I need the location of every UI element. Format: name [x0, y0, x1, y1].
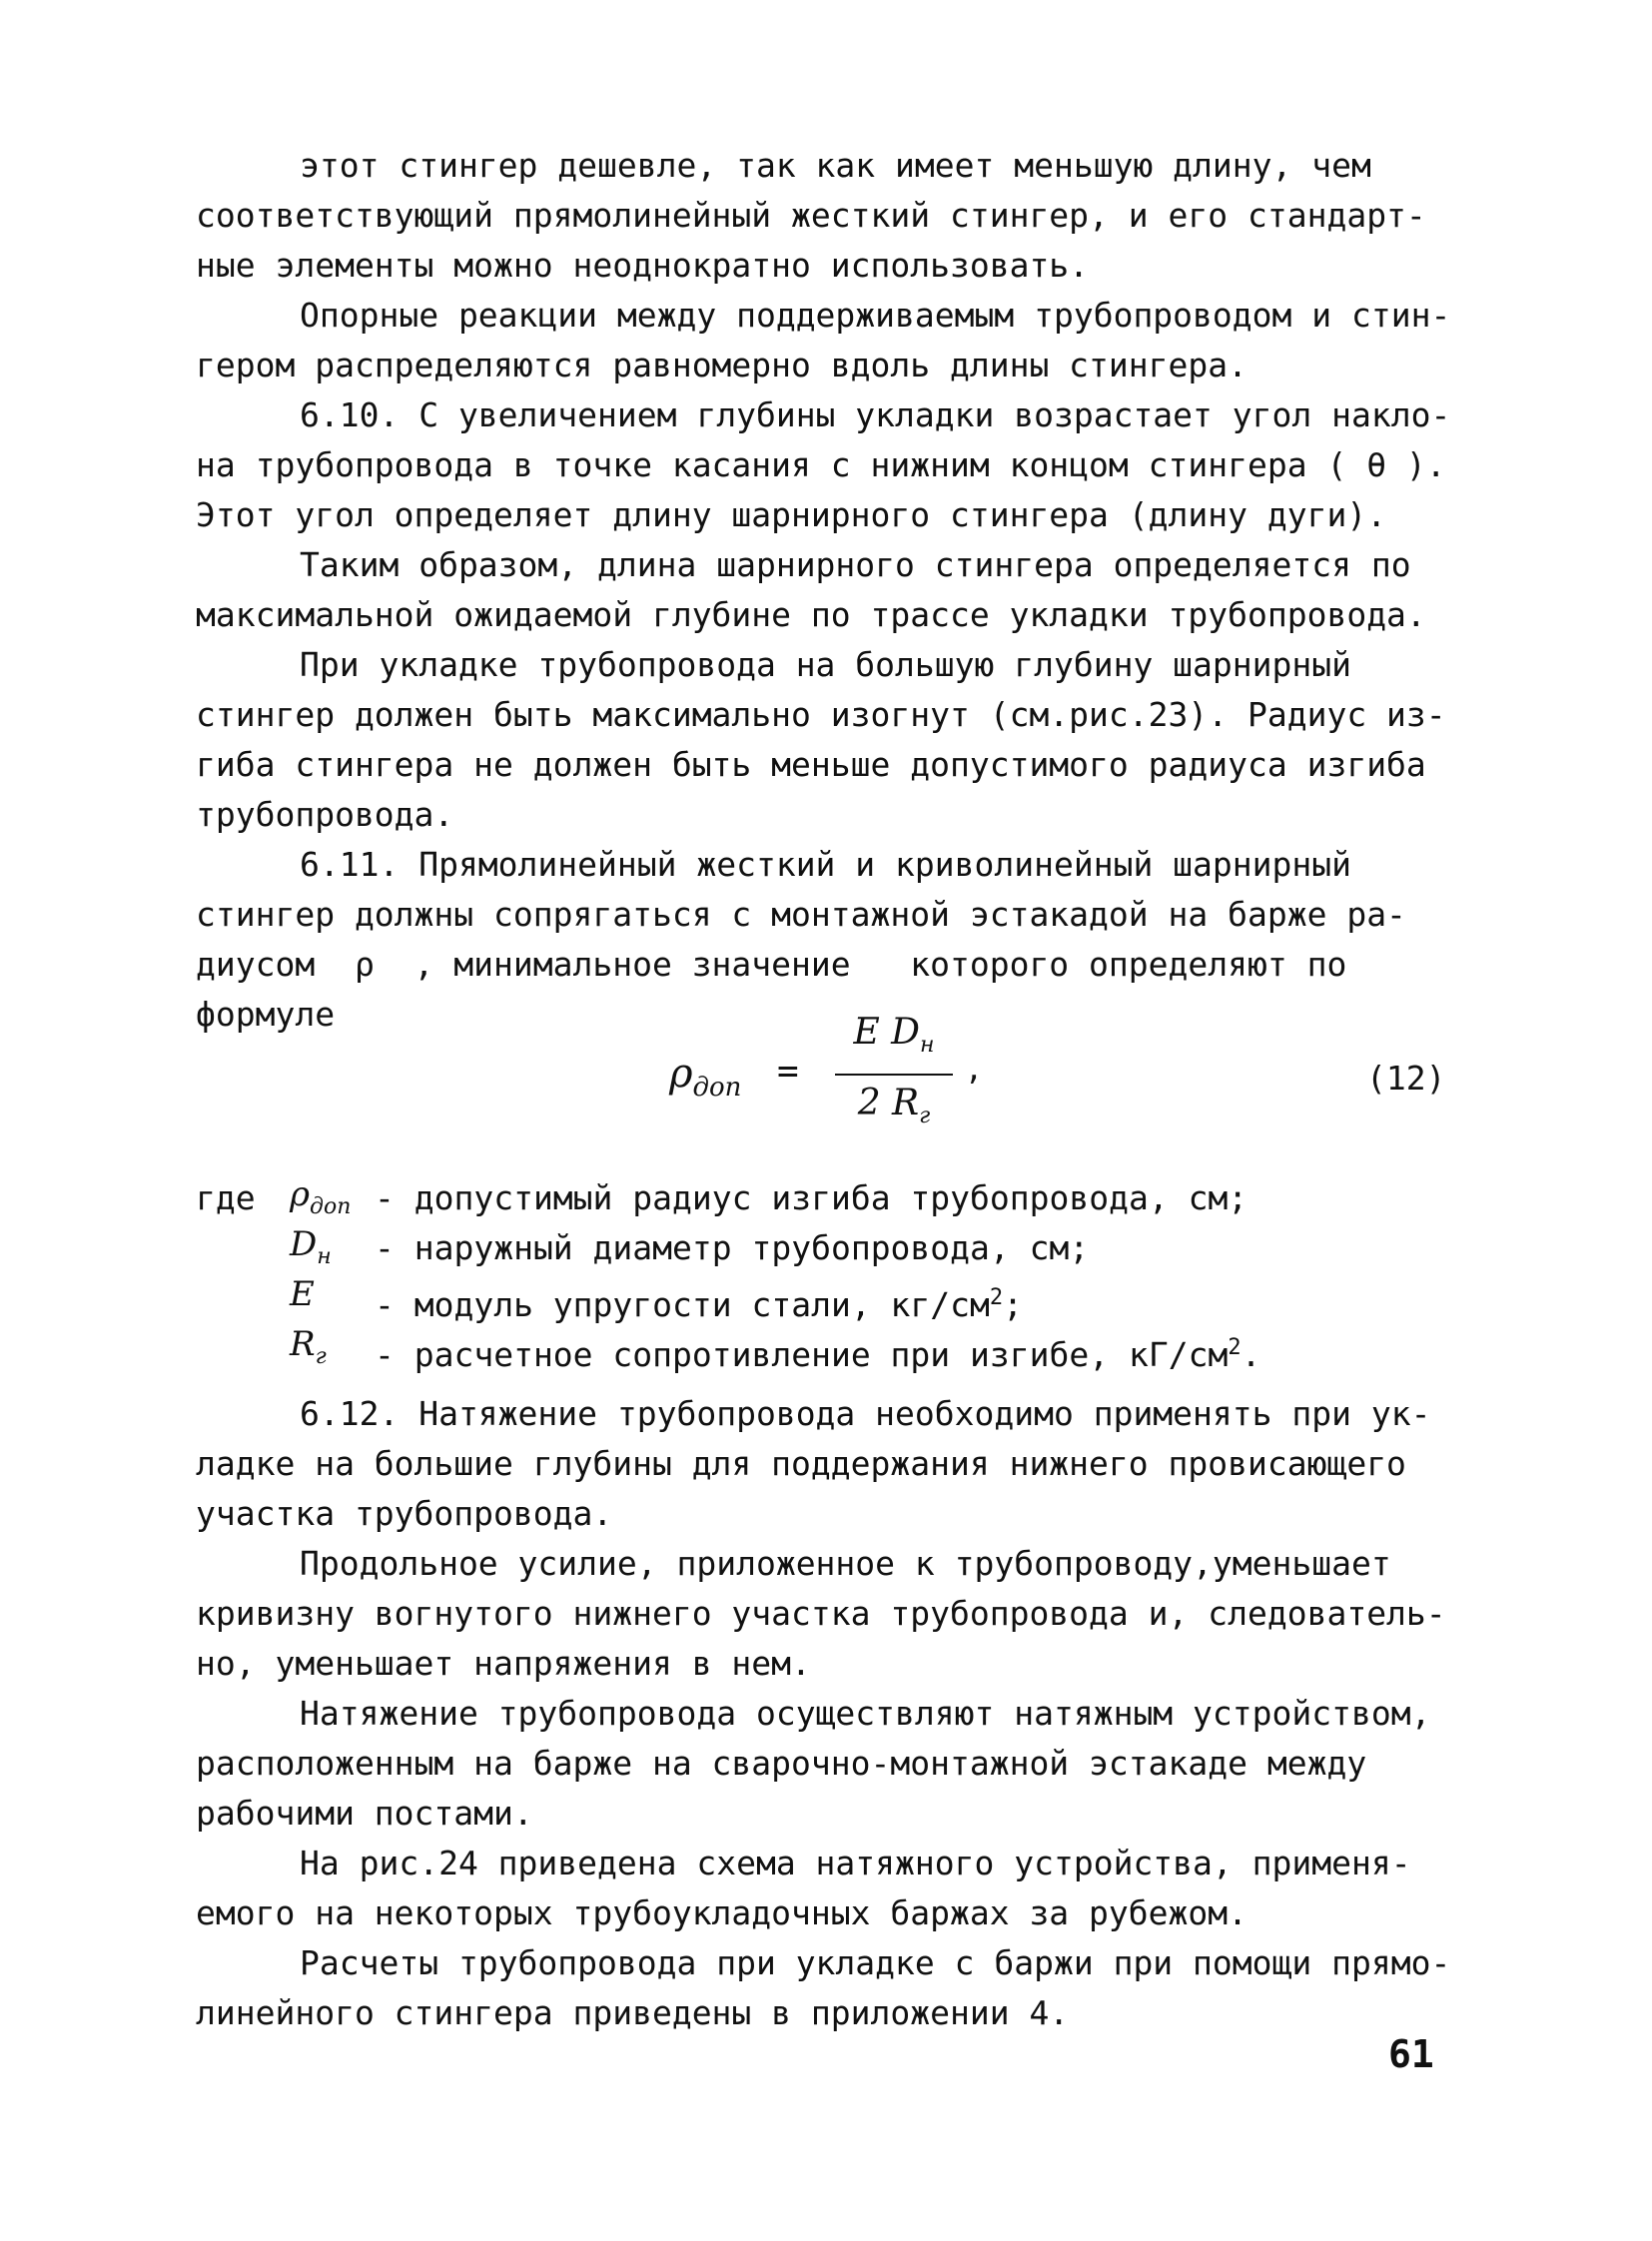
equation-number: (12)	[1366, 1059, 1446, 1098]
text-line: ные элементы можно неоднократно использовать.	[196, 246, 1090, 285]
text-line: 6.11. Прямолинейный жесткий и криволинейный шарнирный	[300, 845, 1351, 884]
text-line: Расчеты трубопровода при укладке с баржи при помощи прямо-	[300, 1943, 1451, 1982]
text-line: На рис.24 приведена схема натяжного устройства, применя-	[300, 1844, 1411, 1882]
legend-symbol: $R_г$	[290, 1324, 327, 1369]
text-line: кривизну вогнутого нижнего участка трубопровода и, следователь-	[196, 1594, 1446, 1633]
legend-symbol: E	[290, 1274, 315, 1314]
text-line: участка трубопровода.	[196, 1494, 613, 1533]
legend-text: - расчетное сопротивление при изгибе, $кГ/см^2$.	[375, 1335, 1261, 1374]
text-line: диусом ρ , минимальное значение которого определяют по	[196, 945, 1347, 984]
formula-12	[669, 1009, 989, 1138]
text-line: Таким образом, длина шарнирного стингера определяется по	[300, 545, 1411, 584]
text-line: на трубопровода в точке касания с нижним концом стингера ( θ ).	[196, 445, 1446, 484]
legend-symbol: $D_н$	[290, 1224, 332, 1269]
text-line: Этот угол определяет длину шарнирного стингера (длину дуги).	[196, 495, 1387, 534]
text-line: ладке на большие глубины для поддержания нижнего провисающего	[196, 1444, 1406, 1483]
text-line: При укладке трубопровода на большую глубину шарнирный	[300, 645, 1351, 684]
text-line: стингер должны сопрягаться с монтажной эстакадой на барже ра-	[196, 895, 1406, 934]
text-line: Продольное усилие, приложенное к трубопроводу,уменьшает	[300, 1544, 1391, 1583]
fraction-bar	[835, 1074, 953, 1076]
text-line: формуле	[196, 995, 336, 1034]
formula-lhs: $\rho_{доп}$	[669, 1051, 742, 1103]
text-line: 6.12. Натяжение трубопровода необходимо применять при ук-	[300, 1394, 1431, 1433]
text-line: трубопровода.	[196, 795, 454, 834]
text-line: соответствующий прямолинейный жесткий стингер, и его стандарт-	[196, 196, 1426, 235]
legend-symbol: $\rho_{доп}$	[290, 1174, 352, 1219]
formula-comma: ,	[965, 1053, 984, 1088]
legend-where: где	[196, 1178, 256, 1217]
formula-fraction	[829, 1009, 959, 1140]
text-line: этот стингер дешевле, так как имеет меньшую длину, чем	[300, 146, 1371, 185]
text-line: но, уменьшает напряжения в нем.	[196, 1644, 811, 1683]
page-number: 61	[1388, 2032, 1434, 2076]
formula-equals: =	[777, 1051, 799, 1092]
text-line: емого на некоторых трубоукладочных баржах за рубежом.	[196, 1893, 1247, 1932]
formula-numerator: E $D_н$	[853, 1012, 935, 1059]
formula-denominator: 2 $R_г$	[857, 1083, 931, 1129]
text-line: рабочими постами.	[196, 1794, 533, 1833]
text-line: гером распределяются равномерно вдоль длины стингера.	[196, 346, 1247, 384]
text-line: максимальной ожидаемой глубине по трассе укладки трубопровода.	[196, 595, 1426, 634]
text-line: гиба стингера не должен быть меньше допустимого радиуса изгиба	[196, 745, 1426, 784]
legend-text: - наружный диаметр трубопровода, см;	[375, 1228, 1090, 1267]
legend-text: - допустимый радиус изгиба трубопровода, см;	[375, 1178, 1248, 1217]
text-line: линейного стингера приведены в приложении 4.	[196, 1993, 1070, 2032]
legend-text: - модуль упругости стали, $кг/см^2$;	[375, 1285, 1024, 1324]
text-line: стингер должен быть максимально изогнут (см.рис.23). Радиус из-	[196, 695, 1446, 734]
text-line: Натяжение трубопровода осуществляют натяжным устройством,	[300, 1694, 1431, 1733]
text-line: 6.10. С увеличением глубины укладки возрастает угол накло-	[300, 395, 1451, 434]
text-line: расположенным на барже на сварочно-монтажной эстакаде между	[196, 1744, 1367, 1783]
text-line: Опорные реакции между поддерживаемым трубопроводом и стин-	[300, 296, 1451, 335]
